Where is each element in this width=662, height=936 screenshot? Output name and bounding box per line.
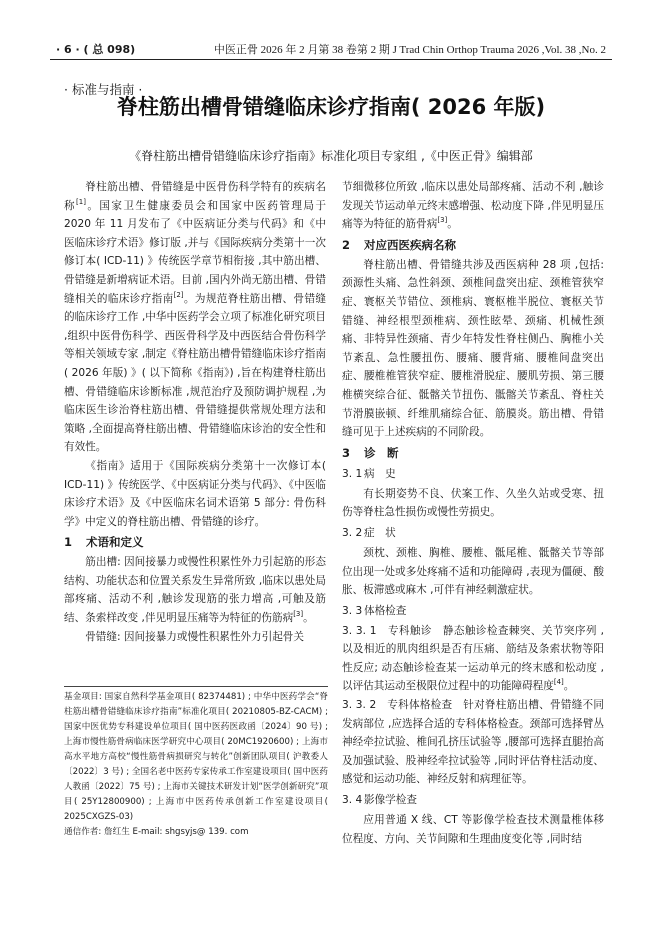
paragraph [342,178,604,234]
text-run: 静态触诊检查棘突、关节突序列 ,以及相近的肌肉组织是否有压痛、筋结及条索状物等阳性反应; 动态触诊检查某一运动单元的终末感和松动度 ,以评估其运动至极限位过程中的功能障碍程度 [342,624,604,693]
paragraph [342,622,604,696]
column-label: · 标准与指南 · [64,82,143,97]
run-in-heading: 3. 3. 2 专科体格检查 [342,699,453,712]
section-title: 诊 断 [364,445,399,460]
section-number: 1 [64,535,73,550]
left-column [64,178,326,646]
article-title: 脊柱筋出槽骨错缝临床诊疗指南( 2026 年版) [116,95,546,119]
section-number: 3 [342,445,351,460]
section-heading [64,533,326,552]
text-run: 筋出槽: 因间接暴力或慢性积累性外力引起筋的形态结构、功能状态和位置关系发生异常所致 ,临床以患处局部疼痛、活动不利 ,触诊发现筋的张力增高 ,可触及筋结、条索样改变 ,伴见明显压痛等为特征的伤筋病 [64,556,326,625]
subsection-number: 3. 1 [342,467,363,480]
paragraph [342,696,604,789]
subsection-number: 3. 2 [342,526,363,539]
citation-ref: [4] [553,678,564,687]
section-title: 术语和定义 [86,535,144,550]
subsection-heading [342,524,604,543]
paragraph: 脊柱筋出槽、骨错缝共涉及西医病种 28 项 ,包括: 颈源性头痛、急性斜颈、颈椎间盘突出症、颈椎管狭窄症、寰枢关节错位、颈椎病、寰枢椎半脱位、寰枢关节错缝、神经根型颈椎病、颈性眩晕、颈痛、机械性颈痛、非特异性颈痛、青少年特发性脊柱侧凸、胸椎小关节紊乱、急性腰扭伤、腰痛、腰背痛、腰椎间盘突出症、腰椎椎管狭窄症、腰椎滑脱症、腰肌劳损、第三腰椎横突综合征、骶髂关节扭伤、骶髂关节紊乱、脊柱关节滑膜嵌顿、纤维肌痛综合征、筋膜炎。筋出槽、骨错缝可见于上述疾病的不同阶段。 [342,258,604,439]
subsection-number: 3. 4 [342,794,363,807]
paragraph: 有长期姿势不良、伏案工作、久坐久站或受寒、扭伤等脊柱急性损伤或慢性劳损史。 [342,487,604,519]
text-run: 针对脊柱筋出槽、骨错缝不同发病部位 ,应选择合适的专科体格检查。颈部可选择臂丛神经牵拉试验、椎间孔挤压试验等 ,腰部可选择直腿抬高及加强试验、股神经牵拉试验等 ,同时评估脊柱活动度、感觉和运动功能、神经反射和病理征等。 [342,699,604,786]
funding-note: 基金项目: 国家自然科学基金项目( 82374481) ; 中华中医药学会“脊柱筋出槽骨错缝临床诊疗指南”标准化项目( 20210805-BZ-CACM) ; 国家中医优势专科建设单位项目( 国中医药医政函〔2024〕90 号) ; 上海市慢性筋骨病临床医学研究中心项目( 20MC1920600) ; 上海市高水平地方高校“慢性筋骨病损研究与转化”创新团队项目( 沪教委人〔2022〕3 号) ; 全国名老中医药专家传承工作室建设项目( 国中医药人教函〔2022〕75 号) ; 上海市关键技术研发计划“医学创新研究”项目( 25Y12800900) ; 上海市中医药传承创新工作室建设项目( 2025CXGZS-03) [64,692,328,822]
page-number: · 6 · ( 总 098) [56,43,136,56]
citation-ref: [3] [437,216,448,225]
text-run: 。国家卫生健康委员会和国家中医药管理局于 2020 年 11 月发布了《中医病证分类与代码》和《中医临床诊疗术语》修订版 ,并与《国际疾病分类第十一次修订本( ICD-11) 》传统医学章节相衔接 ,其中筋出槽、骨错缝是新增病证术语。目前 ,国内外尚无筋出槽、骨错缝相关的临床诊疗指南 [64,199,327,305]
subsection-title: 体格检查 [364,604,407,617]
paragraph: 应用普通 X 线、CT 等影像学检查技术测量椎体移位程度、方向、关节间隙和生理曲度变化等 ,同时结 [342,814,604,845]
text-run: 脊柱筋出槽、骨错缝是中医骨伤科学特有的疾病名称 [64,181,326,212]
paragraph: 《指南》适用于《国际疾病分类第十一次修订本( ICD-11) 》传统医学、《中医病证分类与代码》、《中医临床诊疗术语》及《中医临床名词术语第 5 部分: 骨伤科学》中定义的脊柱筋出槽、骨错缝的诊疗。 [64,459,326,528]
paragraph [64,178,326,457]
text-run: 。 [563,680,575,693]
citation-ref: [1] [76,197,86,206]
citation-ref: [2] [173,290,184,299]
corresponding-author: 通信作者: 詹红生 E-mail: shgsyjs@ 139. com [64,827,249,837]
text-run: 。为规范脊柱筋出槽、骨错缝的临床诊疗工作 ,中华中医药学会立项了标准化研究项目 ,组织中医骨伤科学、西医骨科学及中西医结合骨伤科学等相关领域专家 ,制定《脊柱筋出槽骨错缝临床诊疗指南( 2026 年版) 》( 以下简称《指南》) ,旨在构建脊柱筋出槽、骨错缝临床诊断标准 ,规范治疗及预防调护规程 ,为临床医生诊治脊柱筋出槽、骨错缝提供常规处理方法和策略 ,全面提高脊柱筋出槽、骨错缝临床诊治的安全性和有效性。 [64,292,327,454]
text-run: 。 [303,612,314,625]
footnote-divider [64,686,328,687]
subsection-heading [342,602,604,621]
author-line: 《脊柱筋出槽骨错缝临床诊疗指南》标准化项目专家组 ,《中医正骨》编辑部 [129,149,533,163]
right-column [342,178,604,848]
subsection-title: 影像学检查 [364,794,417,807]
journal-citation: 中医正骨 2026 年 2 月第 38 卷第 2 期 J Trad Chin Orthop Trauma 2026 ,Vol. 38 ,No. 2 [213,44,606,56]
subsection-title: 症 状 [364,526,396,539]
section-title: 对应西医疾病名称 [364,237,456,252]
running-header [50,40,612,60]
section-number: 2 [342,237,351,252]
citation-ref: [3] [293,610,304,619]
paragraph [64,553,326,627]
paragraph: 颈枕、颈椎、胸椎、腰椎、骶尾椎、骶髂关节等部位出现一处或多处疼痛不适和功能障碍 ,表现为僵硬、酸胀、板滞感或麻木 ,可伴有神经刺激症状。 [342,546,604,597]
subsection-title: 病 史 [364,467,396,480]
text-run: 节细微移位所致 ,临床以患处局部疼痛、活动不利 ,触诊发现关节运动单元终末感增强、松动度下降 ,伴见明显压痛等为特征的筋骨病 [342,181,604,231]
section-heading [342,236,604,255]
text-run: 。 [447,218,458,231]
footnote [64,690,328,840]
run-in-heading: 3. 3. 1 专科触诊 [342,624,432,637]
paragraph: 骨错缝: 因间接暴力或慢性积累性外力引起骨关 [85,630,304,643]
subsection-number: 3. 3 [342,604,363,617]
section-heading [342,444,604,463]
subsection-heading [342,465,604,484]
subsection-heading [342,791,604,810]
